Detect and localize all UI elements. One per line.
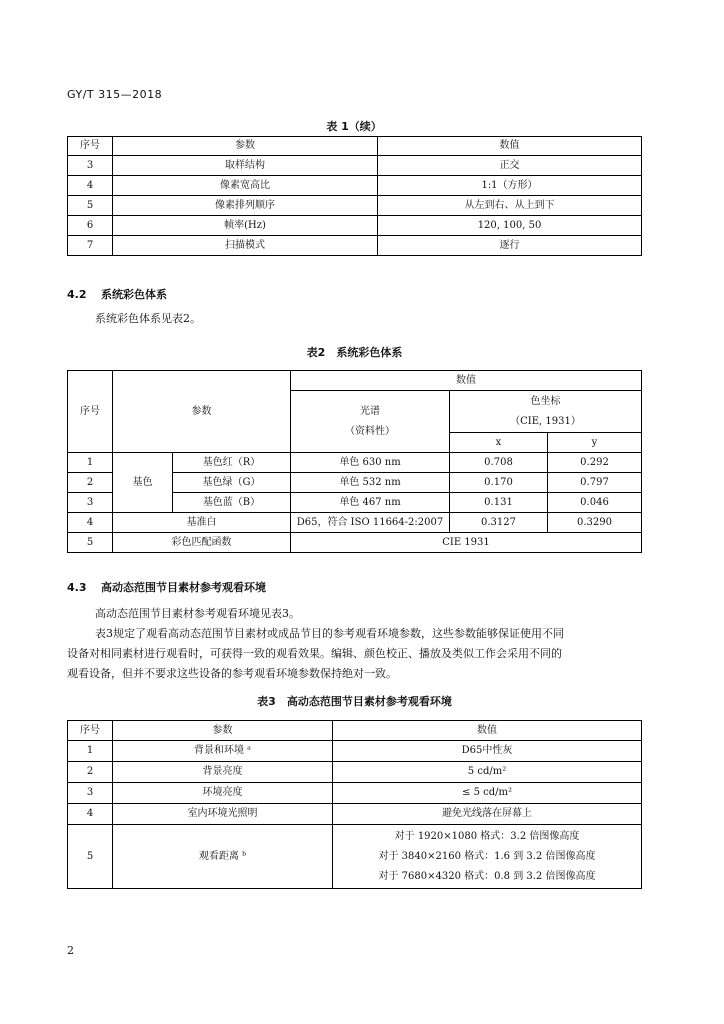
table2-cell: 1	[68, 453, 113, 473]
table3-cell: 2	[68, 762, 113, 783]
spectrum-label: 光谱	[360, 405, 380, 417]
table2-cell: 3	[68, 493, 113, 513]
table3-cell: D65中性灰	[333, 741, 642, 762]
table2-cell: 2	[68, 473, 113, 493]
table2-cell: 4	[68, 513, 113, 533]
table2-cell: 0.131	[450, 493, 548, 513]
table2-header-chroma	[450, 391, 642, 433]
section-4-3-p2-line3: 观看设备，但并不要求这些设备的参考观看环境参数保持绝对一致。	[67, 667, 397, 680]
table1-header-value: 数值	[378, 137, 642, 156]
document-header: GY/T 315—2018	[67, 88, 163, 101]
table-row	[68, 804, 642, 825]
table1-cell: 逐行	[378, 236, 642, 256]
section-number: 4.2	[67, 288, 87, 301]
table-row	[68, 741, 642, 762]
section-title: 系统彩色体系	[101, 288, 167, 301]
table2-cell: 0.170	[450, 473, 548, 493]
table3-cell: 室内环境光照明	[113, 804, 333, 825]
table2-cell: 0.3127	[450, 513, 548, 533]
table2-cell: 0.3290	[548, 513, 642, 533]
table3-cell: 观看距离 ᵇ	[113, 825, 333, 889]
table3-cell: 4	[68, 804, 113, 825]
table2-header-x: x	[450, 433, 548, 453]
table2-header-value: 数值	[291, 371, 642, 391]
table1-cell: 4	[68, 176, 113, 196]
table-row	[68, 825, 642, 889]
table-row	[68, 156, 642, 176]
section-4-3-p1: 高动态范围节目素材参考观看环境见表3。	[95, 607, 300, 620]
table3-header-seq: 序号	[68, 721, 113, 741]
table2-cell: 5	[68, 533, 113, 553]
table1-cell: 6	[68, 216, 113, 236]
section-title: 高动态范围节目素材参考观看环境	[101, 581, 266, 594]
table2-cell: 单色 467 nm	[291, 493, 450, 513]
table2-cell: D65，符合 ISO 11664-2:2007	[291, 513, 450, 533]
table-row	[68, 196, 642, 216]
section-number: 4.3	[67, 581, 87, 594]
viewing-distance-line: 对于 3840×2160 格式：1.6 到 3.2 倍图像高度	[378, 850, 596, 862]
table2-group-primaries: 基色	[113, 453, 173, 513]
table2-cell: CIE 1931	[291, 533, 642, 553]
table1-cell: 1:1（方形）	[378, 176, 642, 196]
table2-cell: 基准白	[113, 513, 291, 533]
table3-cell: 环境亮度	[113, 783, 333, 804]
table1-cell: 120, 100, 50	[378, 216, 642, 236]
table2-header-seq: 序号	[68, 371, 113, 453]
table-row	[68, 513, 642, 533]
table2-cell: 0.797	[548, 473, 642, 493]
table3	[67, 720, 642, 889]
table-row	[68, 762, 642, 783]
table3-cell: 背景和环境 ᵃ	[113, 741, 333, 762]
table2-cell: 0.046	[548, 493, 642, 513]
table2-cell: 基色蓝（B）	[173, 493, 291, 513]
table2	[67, 370, 642, 553]
table1-cell: 7	[68, 236, 113, 256]
chroma-label: 色坐标	[530, 395, 561, 407]
table2-header-y: y	[548, 433, 642, 453]
table2-cell: 基色红（R）	[173, 453, 291, 473]
table3-header-value: 数值	[333, 721, 642, 741]
table1-cell: 5	[68, 196, 113, 216]
table1-cell: 取样结构	[113, 156, 378, 176]
table1-cell: 帧率(Hz)	[113, 216, 378, 236]
section-4-2-heading	[67, 286, 167, 302]
table3-cell: 3	[68, 783, 113, 804]
table3-cell: 避免光线落在屏幕上	[333, 804, 642, 825]
section-4-2-text: 系统彩色体系见表2。	[95, 312, 201, 325]
table2-cell: 0.708	[450, 453, 548, 473]
table3-cell: ≤ 5 cd/m²	[333, 783, 642, 804]
table3-caption: 表3 高动态范围节目素材参考观看环境	[257, 695, 452, 708]
section-4-3-p2-line2: 设备对相同素材进行观看时，可获得一致的观看效果。编辑、颜色校正、播放及类似工作会采用不同的	[67, 647, 562, 660]
table-row	[68, 176, 642, 196]
section-4-3-heading	[67, 579, 266, 595]
table3-cell: 背景亮度	[113, 762, 333, 783]
table2-header-param: 参数	[113, 371, 291, 453]
table2-cell: 基色绿（G）	[173, 473, 291, 493]
table1-header-seq: 序号	[68, 137, 113, 156]
table-row	[68, 236, 642, 256]
table2-cell: 单色 532 nm	[291, 473, 450, 493]
table2-cell: 单色 630 nm	[291, 453, 450, 473]
page-number: 2	[67, 944, 74, 957]
table-row	[68, 216, 642, 236]
spectrum-note: （资料性）	[345, 425, 395, 437]
table-row	[68, 533, 642, 553]
table2-cell: 0.292	[548, 453, 642, 473]
table1	[67, 136, 642, 256]
table-row	[68, 453, 642, 473]
section-4-3-p2-line1: 表3规定了观看高动态范围节目素材或成品节目的参考观看环境参数，这些参数能够保证使用不同	[95, 627, 564, 640]
table1-cell: 像素宽高比	[113, 176, 378, 196]
table1-cell: 正交	[378, 156, 642, 176]
table1-cell: 扫描模式	[113, 236, 378, 256]
table1-header-param: 参数	[113, 137, 378, 156]
table3-header-param: 参数	[113, 721, 333, 741]
table-row	[68, 783, 642, 804]
table3-cell: 5 cd/m²	[333, 762, 642, 783]
chroma-note: （CIE, 1931）	[510, 415, 581, 427]
table3-viewing-distance	[333, 825, 642, 889]
table2-header-spectrum	[291, 391, 450, 453]
table1-cell: 3	[68, 156, 113, 176]
table2-cell: 彩色匹配函数	[113, 533, 291, 553]
table2-caption: 表2 系统彩色体系	[306, 346, 403, 359]
table1-caption: 表 1（续）	[326, 120, 382, 133]
viewing-distance-line: 对于 7680×4320 格式：0.8 到 3.2 倍图像高度	[378, 870, 596, 882]
viewing-distance-line: 对于 1920×1080 格式：3.2 倍图像高度	[394, 830, 580, 842]
table3-cell: 1	[68, 741, 113, 762]
table1-cell: 像素排列顺序	[113, 196, 378, 216]
table3-cell: 5	[68, 825, 113, 889]
table1-cell: 从左到右、从上到下	[378, 196, 642, 216]
